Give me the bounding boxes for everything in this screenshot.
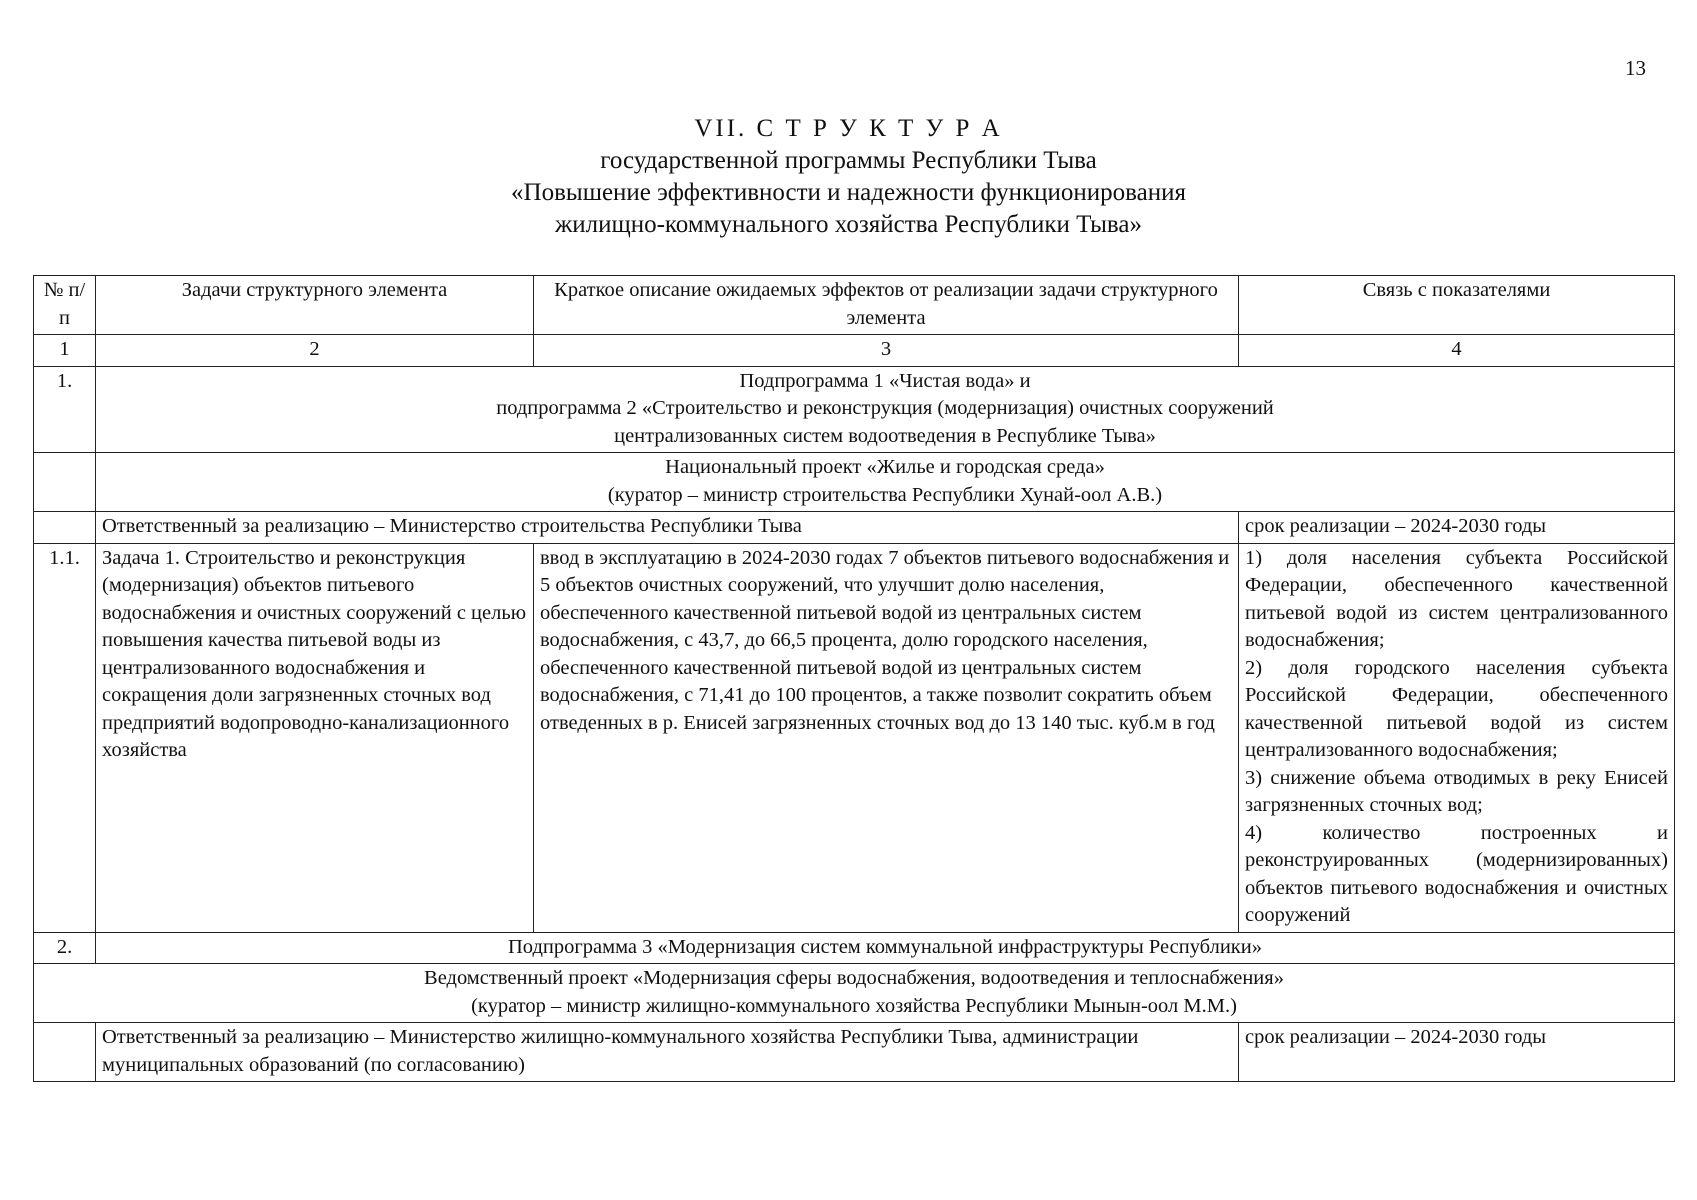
header-tasks: Задачи структурного элемента bbox=[96, 276, 534, 335]
task-1-indicators bbox=[1239, 543, 1675, 932]
column-number: 2 bbox=[96, 335, 534, 367]
task-1-row bbox=[34, 543, 1675, 932]
section-1-num: 1. bbox=[34, 366, 96, 453]
project-1-line-2: (куратор – министр строительства Республики Хунай-оол А.В.) bbox=[607, 483, 1163, 506]
indicator-item: 3) снижение объема отводимых в реку Енисей загрязненных сточных вод; bbox=[1245, 766, 1668, 816]
project-1-line-1: Национальный проект «Жилье и городская среда» bbox=[665, 456, 1105, 478]
section-1-line-2: подпрограмма 2 «Строительство и реконструкция (модернизация) очистных сооружений bbox=[496, 397, 1274, 419]
section-1-line-3: централизованных систем водоотведения в Республике Тыва» bbox=[614, 424, 1156, 447]
structure-table bbox=[33, 275, 1675, 1082]
responsible-1-row bbox=[34, 512, 1675, 544]
section-2-num: 2. bbox=[34, 932, 96, 964]
header-effects: Краткое описание ожидаемых эффектов от реализации задачи структурного элемента bbox=[534, 276, 1239, 335]
heading-line-2: «Повышение эффективности и надежности функционирования bbox=[511, 179, 1186, 206]
section-1-title bbox=[96, 366, 1675, 453]
indicator-item: 4) количество построенных и реконструированных (модернизированных) объектов питьевого водоснабжения и очистных сооружений bbox=[1245, 821, 1668, 926]
responsible-2-text: Ответственный за реализацию – Министерство жилищно-коммунального хозяйства Республики Тыва, администрации муниципальных образований (по согласованию) bbox=[96, 1023, 1239, 1082]
column-number: 3 bbox=[534, 335, 1239, 367]
section-1-row bbox=[34, 366, 1675, 453]
section-2-row bbox=[34, 932, 1675, 964]
header-num: № п/п bbox=[34, 276, 96, 335]
responsible-1-text: Ответственный за реализацию – Министерство строительства Республики Тыва bbox=[96, 512, 1239, 544]
page-number: 13 bbox=[1625, 56, 1646, 80]
indicator-item: 1) доля населения субъекта Российской Федерации, обеспеченного качественной питьевой водой из систем централизованного водоснабжения; bbox=[1245, 546, 1668, 651]
project-2-title bbox=[34, 964, 1675, 1023]
column-number-row bbox=[34, 335, 1675, 367]
project-1-row bbox=[34, 453, 1675, 512]
empty-cell bbox=[34, 512, 96, 544]
responsible-2-term: срок реализации – 2024-2030 годы bbox=[1239, 1023, 1675, 1082]
column-number: 1 bbox=[34, 335, 96, 367]
empty-cell bbox=[34, 453, 96, 512]
document-heading bbox=[0, 113, 1697, 241]
column-number: 4 bbox=[1239, 335, 1675, 367]
heading-line-1: государственной программы Республики Тыва bbox=[600, 147, 1097, 174]
section-1-line-1: Подпрограмма 1 «Чистая вода» и bbox=[739, 369, 1031, 392]
project-1-title bbox=[96, 453, 1675, 512]
heading-title: VII. С Т Р У К Т У Р А bbox=[694, 115, 1003, 142]
responsible-1-term: срок реализации – 2024-2030 годы bbox=[1239, 512, 1675, 544]
task-1-num: 1.1. bbox=[34, 543, 96, 932]
task-1-effects: ввод в эксплуатацию в 2024-2030 годах 7 объектов питьевого водоснабжения и 5 объектов очистных сооружений, что улучшит долю населения, обеспеченного качественной питьевой водой из центральных систем водоснабжения, с 43,7, до 66,5 процента, долю городского населения, обеспеченного качественной питьевой водой из центральных систем водоснабжения, с 71,41 до 100 процентов, а также позволит сократить объем отведенных в р. Енисей загрязненных сточных вод до 13 140 тыс. куб.м в год bbox=[534, 543, 1239, 932]
project-2-line-1: Ведомственный проект «Модернизация сферы водоснабжения, водоотведения и теплоснабжения» bbox=[424, 967, 1284, 989]
task-1-description: Задача 1. Строительство и реконструкция (модернизация) объектов питьевого водоснабжения и очистных сооружений с целью повышения качества питьевой воды из централизованного водоснабжения и сокращения доли загрязненных сточных вод предприятий водопроводно-канализационного хозяйства bbox=[96, 543, 534, 932]
header-row bbox=[34, 276, 1675, 335]
project-2-line-2: (куратор – министр жилищно-коммунального хозяйства Республики Мынын-оол М.М.) bbox=[471, 994, 1237, 1017]
heading-line-3: жилищно-коммунального хозяйства Республики Тыва» bbox=[554, 211, 1143, 238]
project-2-row bbox=[34, 964, 1675, 1023]
indicator-item: 2) доля городского населения субъекта Российской Федерации, обеспеченного качественной питьевой водой из систем централизованного водоснабжения; bbox=[1245, 656, 1668, 761]
section-2-title: Подпрограмма 3 «Модернизация систем коммунальной инфраструктуры Республики» bbox=[96, 932, 1675, 964]
responsible-2-row bbox=[34, 1023, 1675, 1082]
empty-cell bbox=[34, 1023, 96, 1082]
header-indicators: Связь с показателями bbox=[1239, 276, 1675, 335]
